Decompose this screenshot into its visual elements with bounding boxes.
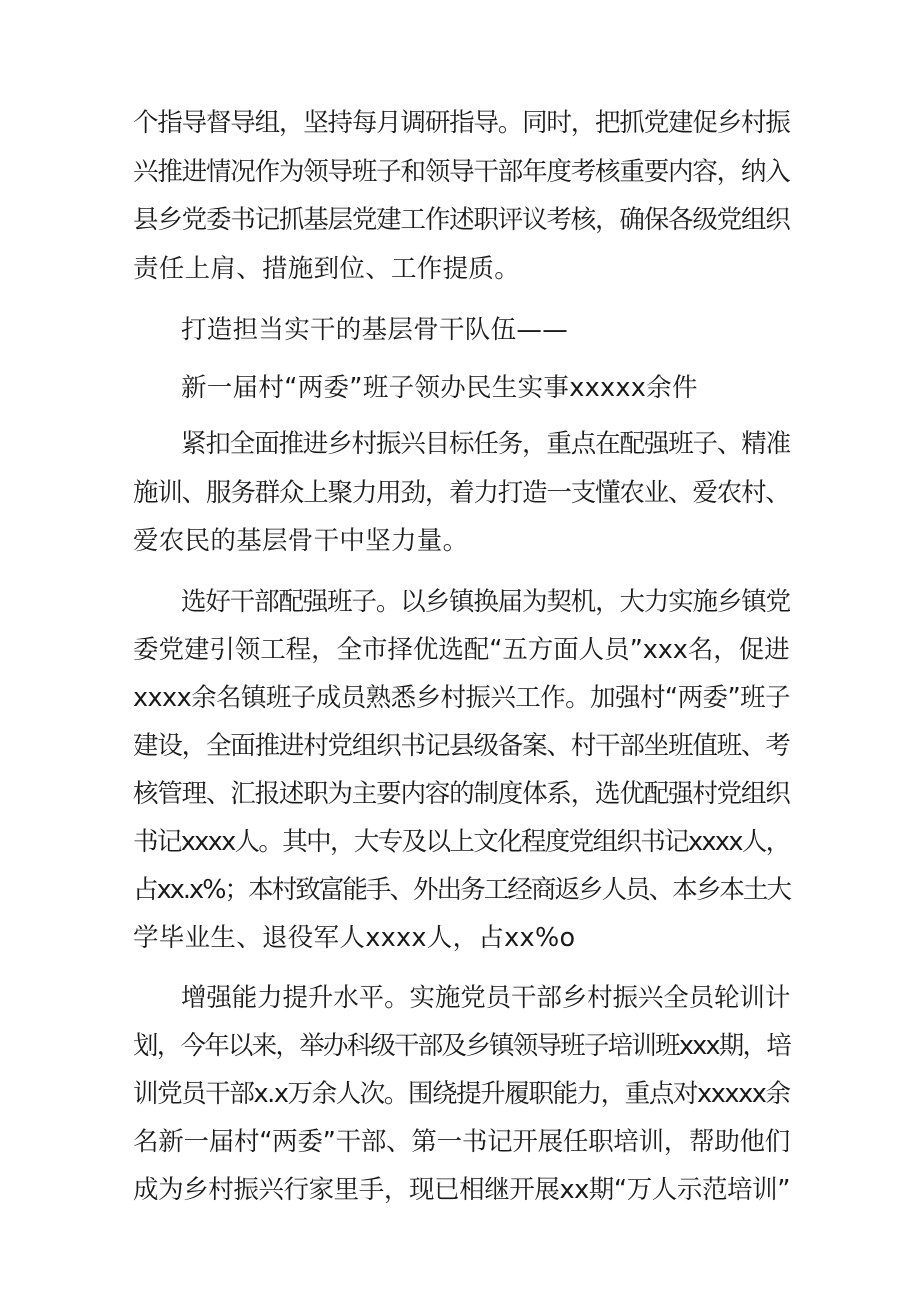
section-heading-line-2: 新一届村“两委”班子领办民生实事xxxxx余件 [181,373,698,403]
paragraph-1-line-3: 县乡党委书记抓基层党建工作述职评议考核，确保各级党组织 [133,205,790,235]
paragraph-4-line-3: 训党员干部x.x万余人次。围绕提升履职能力，重点对xxxxx余 [133,1079,790,1109]
paragraph-3-line-5: 核管理、汇报述职为主要内容的制度体系，选优配强村党组织 [133,779,790,809]
paragraph-3-line-8: 学毕业生、退役军人xxxx人，占xx%o [133,923,576,953]
paragraph-3-line-6: 书记xxxx人。其中，大专及以上文化程度党组织书记xxxx人， [133,827,790,857]
paragraph-2-line-1: 紧扣全面推进乡村振兴目标任务，重点在配强班子、精准 [181,429,791,459]
paragraph-3-line-7: 占xx.x%；本村致富能手、外出务工经商返乡人员、本乡本土大 [133,875,791,905]
paragraph-1-line-1: 个指导督导组，坚持每月调研指导。同时，把抓党建促乡村振 [133,108,790,138]
paragraph-3-line-3: xxxx余名镇班子成员熟悉乡村振兴工作。加强村“两委”班子 [133,683,790,713]
paragraph-3-line-4: 建设，全面推进村党组织书记县级备案、村干部坐班值班、考 [133,731,790,761]
section-heading-line-1: 打造担当实干的基层骨干队伍—— [181,315,569,345]
paragraph-4-line-2: 划，今年以来，举办科级干部及乡镇领导班子培训班xxx期，培 [133,1031,790,1061]
paragraph-4-line-4: 名新一届村“两委”干部、第一书记开展任职培训，帮助他们 [133,1127,791,1157]
paragraph-3-line-1: 选好干部配强班子。以乡镇换届为契机，大力实施乡镇党 [181,587,791,617]
paragraph-2-line-2: 施训、服务群众上聚力用劲，着力打造一支懂农业、爱农村、 [133,478,790,508]
paragraph-4-line-5: 成为乡村振兴行家里手，现已相继开展xx期“万人示范培训” [133,1175,791,1205]
paragraph-2-line-3: 爱农民的基层骨干中坚力量。 [133,526,469,556]
paragraph-4-line-1: 增强能力提升水平。实施党员干部乡村振兴全员轮训计 [181,983,791,1013]
paragraph-1-line-2: 兴推进情况作为领导班子和领导干部年度考核重要内容，纳入 [133,157,790,187]
paragraph-1-line-4: 责任上肩、措施到位、工作提质。 [133,254,521,284]
paragraph-3-line-2: 委党建引领工程，全市择优选配“五方面人员”xxx名，促进 [133,635,790,665]
